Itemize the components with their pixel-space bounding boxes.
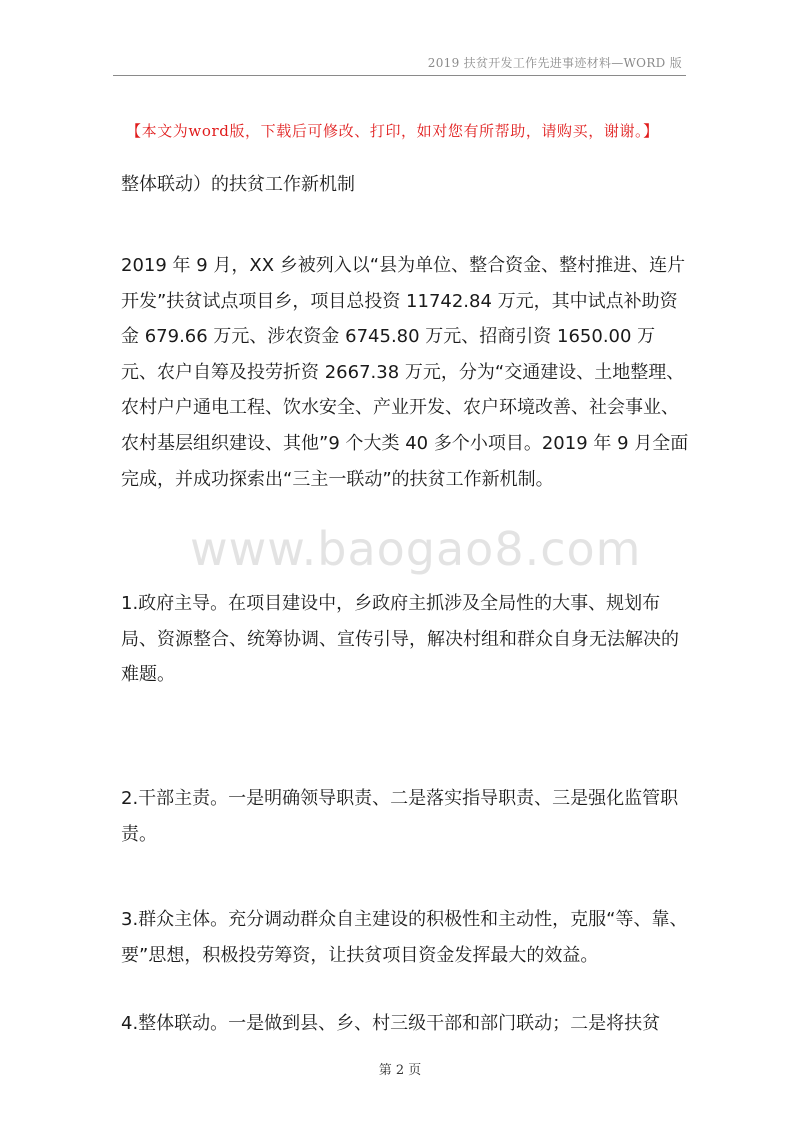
paragraph-continuation: 整体联动）的扶贫工作新机制 [121,174,355,195]
purchase-notice: 【本文为word版，下载后可修改、打印，如对您有所帮助，请购买，谢谢。】 [126,122,659,140]
paragraph-masses-subject: 3.群众主体。充分调动群众自主建设的积极性和主动性，克服“等、靠、要”思想，积极投劳筹资，让扶贫项目资金发挥最大的效益。 [121,909,688,966]
header-divider [113,75,686,76]
watermark: www.baogao8.com [190,522,642,576]
paragraph-project-overview: 2019 年 9 月，XX 乡被列入以“县为单位、整合资金、整村推进、连片开发”扶贫试点项目乡，项目总投资 11742.84 万元，其中试点补助资金 679.66 万元、涉农资金 6745.80 万元、招商引资 1650.00 万元、农户自筹及投劳折资 2667.38 万元，分为“交通建设、土地整理、农村户户通电工程、饮水安全、产业开发、农户环境改善、社会事业、农村基层组织建设、其他”9 个大类 40 多个小项目。2019 年 9 月全面完成，并成功探索出“三主一联动”的扶贫工作新机制。 [121,255,689,490]
page-header-title: 2019 扶贫开发工作先进事迹材料—WORD 版 [427,56,682,70]
paragraph-government-led: 1.政府主导。在项目建设中，乡政府主抓涉及全局性的大事、规划布局、资源整合、统筹协调、宣传引导，解决村组和群众自身无法解决的难题。 [121,593,679,686]
paragraph-overall-linkage: 4.整体联动。一是做到县、乡、村三级干部和部门联动；二是将扶贫 [121,1013,661,1034]
page-number: 第 2 页 [378,1063,422,1078]
paragraph-cadre-responsibility: 2.干部主责。一是明确领导职责、二是落实指导职责、三是强化监管职责。 [121,788,679,845]
